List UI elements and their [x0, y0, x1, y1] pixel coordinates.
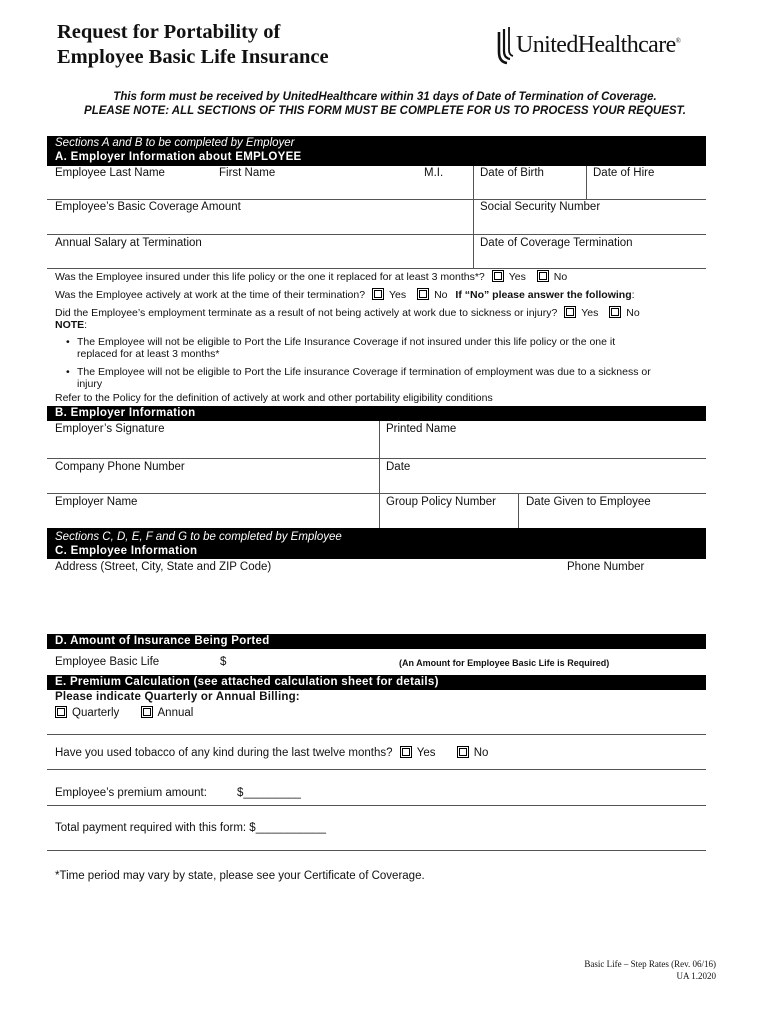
employer-signature-field[interactable]: Employer’s Signature — [55, 423, 165, 435]
section-a-header: Sections A and B to be completed by Employer A. Employer Information about EMPLOYEE — [47, 136, 706, 166]
q3-yes-checkbox[interactable] — [564, 306, 576, 318]
form-revision: Basic Life – Step Rates (Rev. 06/16) UA 1.2020 — [584, 959, 716, 981]
divider — [518, 493, 519, 528]
billing-prompt: Please indicate Quarterly or Annual Billing: — [55, 691, 300, 703]
phone-number-field[interactable]: Phone Number — [567, 561, 645, 573]
time-period-footnote: *Time period may vary by state, please see your Certificate of Coverage. — [55, 870, 425, 882]
divider — [47, 268, 706, 269]
note-label: NOTE: — [55, 319, 88, 331]
printed-name-field[interactable]: Printed Name — [386, 423, 457, 435]
q3-no-checkbox[interactable] — [609, 306, 621, 318]
divider — [47, 805, 706, 806]
q2-yes-checkbox[interactable] — [372, 288, 384, 300]
date-of-hire-field[interactable]: Date of Hire — [593, 167, 655, 179]
divider — [47, 734, 706, 735]
section-e-header: E. Premium Calculation (see attached calculation sheet for details) — [47, 675, 706, 690]
form-title: Request for Portability of Employee Basic Life Insurance — [57, 21, 329, 68]
billing-options: Quarterly Annual — [51, 706, 193, 719]
date-field[interactable]: Date — [386, 461, 411, 473]
date-of-birth-field[interactable]: Date of Birth — [480, 167, 544, 179]
employer-name-field[interactable]: Employer Name — [55, 496, 138, 508]
middle-initial-field[interactable]: M.I. — [424, 167, 444, 179]
ssn-field[interactable]: Social Security Number — [480, 201, 601, 213]
employee-last-name-field[interactable]: Employee Last Name — [55, 167, 165, 179]
basic-life-amount-field[interactable]: $ — [220, 656, 227, 668]
section-d-header: D. Amount of Insurance Being Ported — [47, 634, 706, 649]
q1-yes-checkbox[interactable] — [492, 270, 504, 282]
brand-name: UnitedHealthcare® — [516, 32, 681, 58]
section-c-header: Sections C, D, E, F and G to be completed by Employee C. Employee Information — [47, 528, 706, 559]
divider — [586, 166, 587, 199]
divider — [47, 850, 706, 851]
actively-at-work-question: Was the Employee actively at work at the time of their termination? Yes No If “No” please answer the following: — [55, 289, 635, 301]
premium-amount-label: Employee’s premium amount: — [55, 787, 207, 799]
first-name-field[interactable]: First Name — [219, 167, 276, 179]
deadline-notice: This form must be received by UnitedHealthcare within 31 days of Date of Termination of Coverage. — [113, 91, 657, 103]
address-field[interactable]: Address (Street, City, State and ZIP Code) — [55, 561, 272, 573]
insured-3-months-question: Was the Employee insured under this life policy or the one it replaced for at least 3 months*? Yes No — [55, 271, 568, 283]
coverage-termination-date-field[interactable]: Date of Coverage Termination — [480, 237, 633, 249]
q1-no-checkbox[interactable] — [537, 270, 549, 282]
divider — [47, 234, 706, 235]
tobacco-yes-checkbox[interactable] — [400, 746, 412, 758]
divider — [47, 458, 706, 459]
divider — [379, 421, 380, 528]
section-b-header: B. Employer Information — [47, 406, 706, 421]
company-phone-field[interactable]: Company Phone Number — [55, 461, 185, 473]
divider — [47, 199, 706, 200]
q2-no-checkbox[interactable] — [417, 288, 429, 300]
divider — [47, 769, 706, 770]
total-payment-field[interactable]: Total payment required with this form: $___________ — [55, 822, 327, 834]
sickness-injury-question: Did the Employee’s employment terminate as a result of not being actively at work due to sickness or injury? Yes No — [55, 307, 640, 319]
group-policy-number-field[interactable]: Group Policy Number — [386, 496, 496, 508]
premium-amount-field[interactable]: $_________ — [237, 787, 301, 799]
divider — [473, 166, 474, 268]
date-given-to-employee-field[interactable]: Date Given to Employee — [526, 496, 651, 508]
employee-basic-life-label: Employee Basic Life — [55, 656, 160, 668]
annual-salary-field[interactable]: Annual Salary at Termination — [55, 237, 202, 249]
basic-coverage-amount-field[interactable]: Employee’s Basic Coverage Amount — [55, 201, 241, 213]
note-item: • The Employee will not be eligible to Port the Life insurance Coverage if termination of employment was due to a sickness or injury — [66, 366, 651, 390]
amount-required-note: (An Amount for Employee Basic Life is Required) — [399, 658, 610, 668]
divider — [47, 493, 706, 494]
complete-notice: PLEASE NOTE: ALL SECTIONS OF THIS FORM MUST BE COMPLETE FOR US TO PROCESS YOUR REQUEST. — [84, 105, 686, 117]
note-item: • The Employee will not be eligible to Port the Life Insurance Coverage if not insured under this life policy or the one it replaced for at least 3 months* — [66, 336, 616, 360]
annual-checkbox[interactable] — [141, 706, 153, 718]
policy-reference: Refer to the Policy for the definition of actively at work and other portability eligibility conditions — [55, 392, 493, 404]
uhc-logo-mark-icon — [496, 26, 516, 66]
quarterly-checkbox[interactable] — [55, 706, 67, 718]
tobacco-question: Have you used tobacco of any kind during the last twelve months? Yes No — [55, 747, 489, 759]
tobacco-no-checkbox[interactable] — [457, 746, 469, 758]
